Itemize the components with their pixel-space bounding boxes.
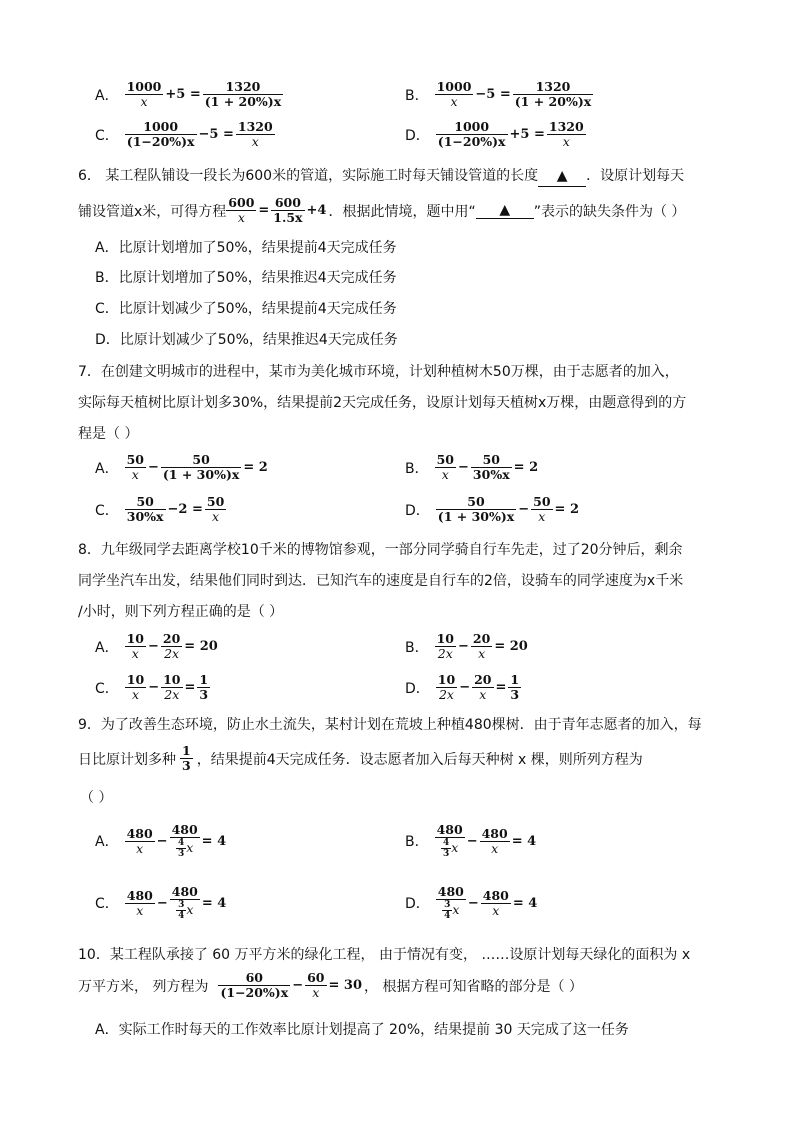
- fraction: 480 $\frac{3}{4}$ x: [437, 884, 464, 921]
- q7-option-b: B． $\frac{50}{x}$ − $\frac{50}{30\%x}$ = 2: [405, 452, 539, 482]
- fraction: $\frac{600}{x}$: [228, 195, 255, 225]
- fraction: $\frac{1000}{x}$: [436, 79, 472, 109]
- fraction: $\frac{50}{x}$: [436, 452, 455, 482]
- fraction: $\frac{1320}{(1 + 20\%)x}$: [514, 79, 592, 109]
- fraction: $\frac{1000}{(1-20\%)x}$: [126, 119, 195, 149]
- fraction: $\frac{480}{x}$: [126, 887, 153, 918]
- fraction: $\frac{10}{x}$: [126, 672, 145, 702]
- fraction: $\frac{1320}{(1 + 20\%)x}$: [204, 79, 282, 109]
- fraction: $\frac{20}{x}$: [474, 672, 492, 702]
- q7-option-d: D． $\frac{50}{(1 + 30\%)x}$ − $\frac{50}{x}$ = 2: [405, 494, 579, 524]
- fraction: $\frac{60}{x}$: [307, 970, 325, 1000]
- q9-line3: （ ）: [80, 790, 113, 806]
- q8-option-d: D． $\frac{10}{2x}$ − $\frac{20}{x}$ = $\frac{1}{3}$: [405, 672, 520, 702]
- q7-line2: 实际每天植树比原计划多30%，结果提前2天完成任务，设原计划每天植树x万棵，由题意得到的方: [78, 395, 687, 411]
- q9-option-c: C． $\frac{480}{x}$ − 480 $\frac{3}{4}$ x = 4: [95, 884, 227, 921]
- fraction: 480 $\frac{4}{3}$ x: [436, 822, 463, 859]
- q9-option-d: D． 480 $\frac{3}{4}$ x − $\frac{480}{x}$ = 4: [405, 884, 538, 921]
- fraction: $\frac{10}{2x}$: [163, 672, 181, 702]
- q7-line1: 7．在创建文明城市的进程中，某市为美化城市环境，计划种植树木50万棵，由于志愿者的加入，: [78, 364, 679, 380]
- q7-option-a: A． $\frac{50}{x}$ − $\frac{50}{(1 + 30\%)x}$ = 2: [95, 452, 268, 482]
- fraction: $\frac{60}{(1-20\%)x}$: [220, 970, 289, 1000]
- fraction: 480 $\frac{3}{4}$ x: [171, 884, 198, 921]
- fraction: $\frac{1}{3}$: [199, 672, 209, 702]
- q9-option-b: B． 480 $\frac{4}{3}$ x − $\frac{480}{x}$ = 4: [405, 822, 537, 859]
- q5-option-a: A． $\frac{1000}{x}$ +5 = $\frac{1320}{(1 + 20\%)x}$: [95, 79, 282, 109]
- q5-option-d: D． $\frac{1000}{(1-20\%)x}$ +5 = $\frac{1320}{x}$: [405, 119, 584, 149]
- fraction: $\frac{1000}{(1-20\%)x}$: [437, 119, 506, 149]
- fraction: $\frac{20}{2x}$: [162, 631, 181, 661]
- q8-line3: /小时，则下列方程正确的是（ ）: [78, 604, 284, 620]
- fraction: $\frac{1}{3}$: [182, 743, 191, 773]
- q9-line1: 9．为了改善生态环境，防止水土流失，某村计划在荒坡上种植480棵树．由于青年志愿者的加入，每: [78, 717, 702, 733]
- q6-option-c: C．比原计划减少了50%，结果提前4天完成任务: [95, 301, 397, 317]
- q8-line1: 8．九年级同学去距离学校10千米的博物馆参观，一部分同学骑自行车先走，过了20分钟后，剩余: [78, 542, 683, 558]
- fraction: $\frac{50}{x}$: [206, 494, 225, 524]
- fraction: $\frac{50}{30\%x}$: [472, 452, 510, 482]
- q7-option-c: C． $\frac{50}{30\%x}$ −2 = $\frac{50}{x}$: [95, 494, 225, 524]
- fraction: $\frac{20}{x}$: [472, 631, 491, 661]
- q6-option-a: A．比原计划增加了50%，结果提前4天完成任务: [95, 240, 397, 256]
- q6-line1: 6． 某工程队铺设一段长为600米的管道，实际施工时每天铺设管道的长度 ▲ ．设原计划每天: [78, 166, 684, 187]
- q8-line2: 同学坐汽车出发，结果他们同时到达．已知汽车的速度是自行车的2倍，设骑车的同学速度为x千米: [78, 573, 684, 589]
- q8-option-c: C． $\frac{10}{x}$ − $\frac{10}{2x}$ = $\frac{1}{3}$: [95, 672, 209, 702]
- fraction: $\frac{10}{2x}$: [436, 631, 455, 661]
- fraction: $\frac{1}{3}$: [510, 672, 520, 702]
- q10-option-a: A．实际工作时每天的工作效率比原计划提高了 20%，结果提前 30 天完成了这一任务: [95, 1022, 629, 1038]
- fraction: $\frac{10}{2x}$: [437, 672, 456, 702]
- fraction: $\frac{600}{1.5x}$: [273, 195, 303, 225]
- fraction: $\frac{480}{x}$: [481, 825, 508, 856]
- fraction: $\frac{480}{x}$: [126, 825, 153, 856]
- fraction: $\frac{50}{(1 + 30\%)x}$: [162, 452, 240, 482]
- q7-line3: 程是（ ）: [78, 426, 139, 442]
- fraction: $\frac{50}{30\%x}$: [126, 494, 164, 524]
- q8-option-b: B． $\frac{10}{2x}$ − $\frac{20}{x}$ = 20: [405, 631, 528, 661]
- q6-option-b: B．比原计划增加了50%，结果推迟4天完成任务: [95, 270, 397, 286]
- q10-line2: 万平方米， 列方程为 $\frac{60}{(1-20\%)x}$ − $\frac{60}{x}$ = 30 ， 根据方程可知省略的部分是（ ）: [78, 970, 583, 1000]
- q6-blank-1: ▲: [538, 166, 586, 187]
- q5-option-b: B． $\frac{1000}{x}$ −5 = $\frac{1320}{(1 + 20\%)x}$: [405, 79, 592, 109]
- q10-line1: 10．某工程队承接了 60 万平方米的绿化工程， 由于情况有变， ……设原计划每天绿化的面积为 x: [78, 947, 691, 963]
- q9-option-a: A． $\frac{480}{x}$ − 480 $\frac{4}{3}$ x = 4: [95, 822, 227, 859]
- fraction: $\frac{480}{x}$: [482, 887, 509, 918]
- q6-option-d: D．比原计划减少了50%，结果推迟4天完成任务: [95, 332, 398, 348]
- fraction: $\frac{50}{(1 + 30\%)x}$: [437, 494, 515, 524]
- fraction: $\frac{50}{x}$: [126, 452, 144, 482]
- fraction: $\frac{1000}{x}$: [126, 79, 162, 109]
- q6-line2: 铺设管道x米，可得方程 $\frac{600}{x}$ = $\frac{600}{1.5x}$ +4 ．根据此情境，题中用“ ▲ ”表示的缺失条件为（ ）: [78, 195, 686, 225]
- q6-blank-2: ▲: [476, 202, 534, 219]
- fraction: $\frac{10}{x}$: [126, 631, 144, 661]
- fraction: $\frac{1320}{x}$: [237, 119, 273, 149]
- q9-line2: 日比原计划多种 $\frac{1}{3}$ ，结果提前4天完成任务．设志愿者加入后每天种树 x 棵，则所列方程为: [78, 743, 643, 773]
- fraction: 480 $\frac{4}{3}$ x: [171, 822, 198, 859]
- fraction: $\frac{1320}{x}$: [548, 119, 584, 149]
- q5-option-c: C． $\frac{1000}{(1-20\%)x}$ −5 = $\frac{1320}{x}$: [95, 119, 273, 149]
- q8-option-a: A． $\frac{10}{x}$ − $\frac{20}{2x}$ = 20: [95, 631, 218, 661]
- fraction: $\frac{50}{x}$: [533, 494, 551, 524]
